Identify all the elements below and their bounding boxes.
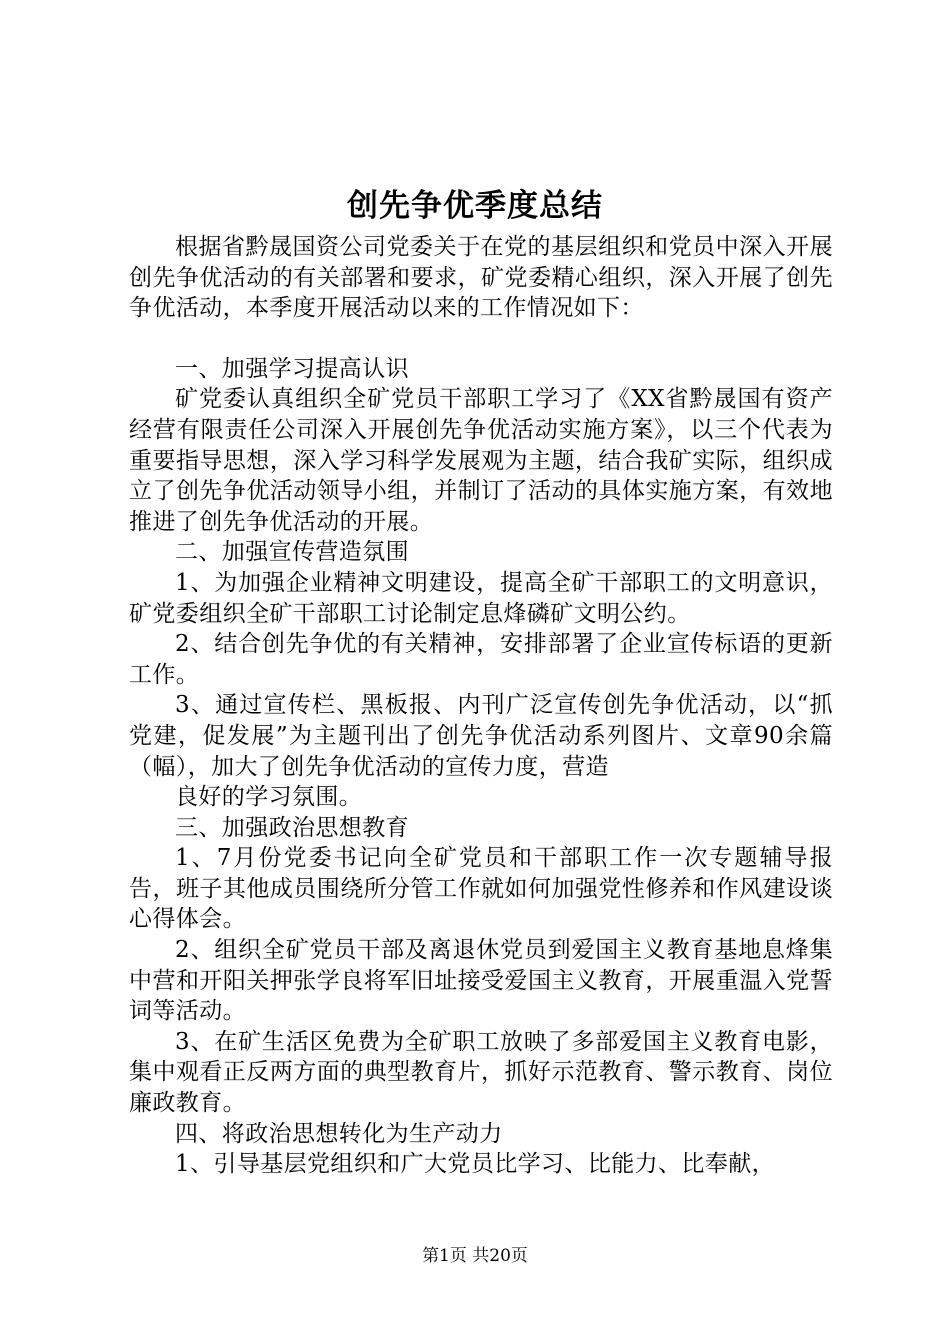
body-paragraph: 2、结合创先争优的有关精神，安排部署了企业宣传标语的更新工作。	[129, 631, 833, 688]
section-heading: 一、加强学习提高认识	[175, 355, 409, 382]
section-heading: 二、加强宣传营造氛围	[175, 539, 409, 566]
body-paragraph: 3、在矿生活区免费为全矿职工放映了多部爱国主义教育电影，集中观看正反两方面的典型教育片，抓好示范教育、警示教育、岗位廉政教育。	[129, 1028, 833, 1117]
body-paragraph: 2、组织全矿党员干部及离退休党员到爱国主义教育基地息烽集中营和开阳关押张学良将军旧址接受爱国主义教育，开展重温入党誓词等活动。	[129, 937, 833, 1025]
body-paragraph: 1、引导基层党组织和广大党员比学习、比能力、比奉献，	[175, 1151, 776, 1178]
section-heading: 四、将政治思想转化为生产动力	[175, 1120, 503, 1147]
body-paragraph: 1、7月份党委书记向全矿党员和干部职工作一次专题辅导报告，班子其他成员围绕所分管工作就如何加强党性修养和作风建设谈心得体会。	[129, 845, 833, 933]
intro-paragraph: 根据省黔晟国资公司党委关于在党的基层组织和党员中深入开展创先争优活动的有关部署和要求，矿党委精心组织，深入开展了创先争优活动，本季度开展活动以来的工作情况如下：	[129, 234, 833, 322]
body-paragraph: 3、通过宣传栏、黑板报、内刊广泛宣传创先争优活动，以“抓党建，促发展”为主题刊出了创先争优活动系列图片、文章90余篇（幅），加大了创先争优活动的宣传力度，营造	[129, 692, 833, 780]
body-paragraph: 1、为加强企业精神文明建设，提高全矿干部职工的文明意识，矿党委组织全矿干部职工讨论制定息烽磷矿文明公约。	[129, 569, 833, 627]
document-body	[129, 232, 833, 1180]
body-paragraph: 良好的学习氛围。	[175, 784, 363, 811]
document-title: 创先争优季度总结	[347, 188, 603, 224]
section-heading: 三、加强政治思想教育	[175, 814, 409, 841]
body-paragraph: 矿党委认真组织全矿党员干部职工学习了《XX省黔晟国有资产经营有限责任公司深入开展创先争优活动实施方案》，以三个代表为重要指导思想，深入学习科学发展观为主题，结合我矿实际，组织成立了创先争优活动领导小组，并制订了活动的具体实施方案，有效地推进了创先争优活动的开展。	[129, 386, 833, 535]
page-number: 第1页 共20页	[422, 1246, 528, 1266]
